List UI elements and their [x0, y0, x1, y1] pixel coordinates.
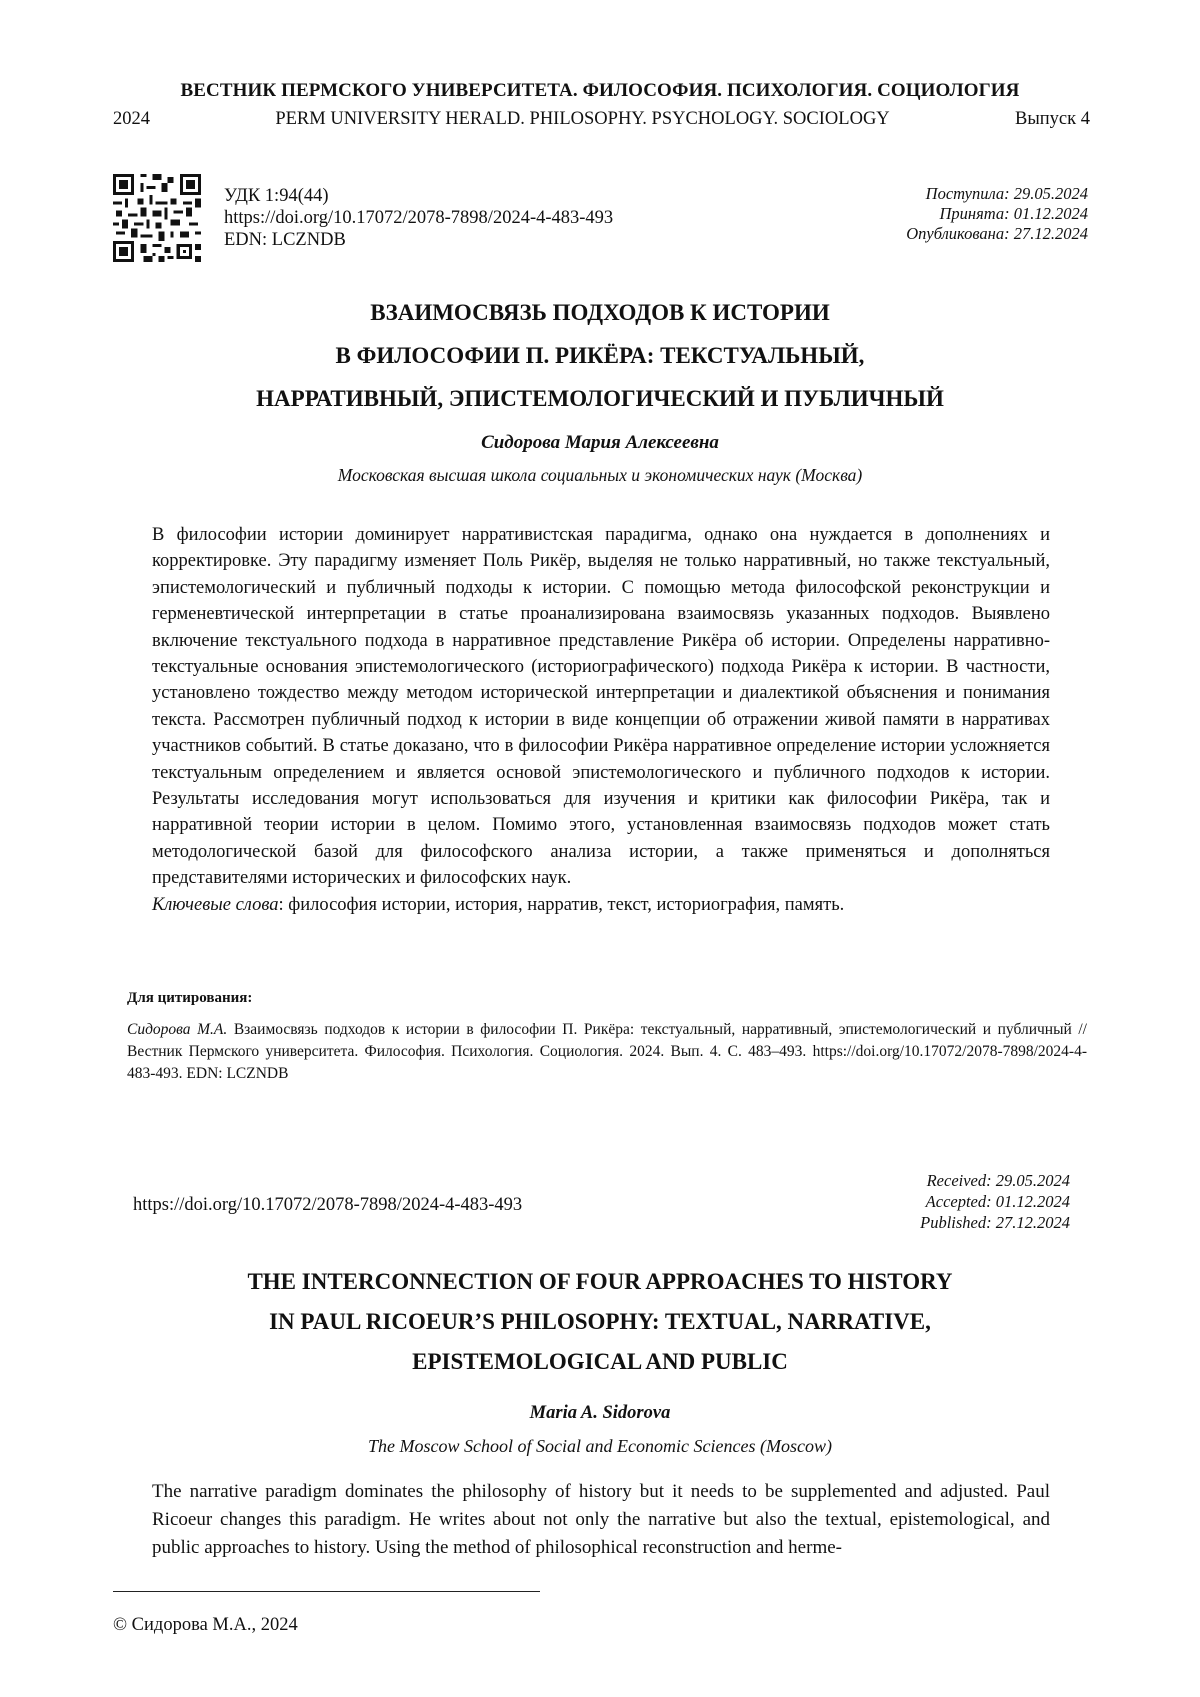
journal-issue: Выпуск 4 [1015, 109, 1090, 130]
title-en-line: THE INTERCONNECTION OF FOUR APPROACHES TO HISTORY [130, 1262, 1070, 1302]
article-title-ru [150, 291, 1050, 420]
journal-year: 2024 [113, 109, 150, 130]
article-title-en [130, 1262, 1070, 1382]
abstract-ru-text: В философии истории доминирует нарративистская парадигма, однако она нуждается в дополнениях и корректировке. Эту парадигму изменяет Поль Рикёр, выделяя не только нарративный, но также текстуальный, эпистемологический и публичный подходы к истории. С помощью метода философской реконструкции и герменевтической интерпретации в статье проанализирована взаимосвязь указанных подходов. Выявлено включение текстуального подхода в нарративное представление Рикёра об истории. Определены нарративно-текстуальные основания эпистемологического (историографического) подхода Рикёра к истории. В частности, установлено тождество между методом исторической интерпретации и диалектикой объяснения и понимания текста. Рассмотрен публичный подход к истории в виде концепции об отражении живой памяти в нарративах участников событий. В статье доказано, что в философии Рикёра нарративное определение истории усложняется текстуальным определением и является основой эпистемологического и публичного подходов к истории. Результаты исследования могут использоваться для изучения и критики как философии Рикёра, так и нарративной теории истории в целом. Помимо этого, установленная взаимосвязь подходов может стать методологической базой для философского анализа истории, а также применяться и дополняться представителями исторических и философских наук. [152, 525, 1050, 888]
keywords-list: : философия истории, история, нарратив, текст, историография, память. [279, 895, 845, 915]
qr-code-icon [113, 174, 201, 262]
citation-text [127, 1019, 1087, 1085]
keywords-label: Ключевые слова [152, 895, 279, 915]
citation-body: Взаимосвязь подходов к истории в философии П. Рикёра: текстуальный, нарративный, эпистемологический и публичный // Вестник Пермского университета. Философия. Психология. Социология. 2024. Вып. 4. С. 483–493. https://doi.org/10.17072/2078-7898/2024-4-483-493. EDN: LCZNDB [127, 1021, 1087, 1082]
citation-heading: Для цитирования: [127, 990, 252, 1007]
accepted-date-ru: Принята: 01.12.2024 [906, 204, 1088, 224]
title-ru-line: ВЗАИМОСВЯЗЬ ПОДХОДОВ К ИСТОРИИ [150, 291, 1050, 334]
abstract-en: The narrative paradigm dominates the philosophy of history but it needs to be supplemented and adjusted. Paul Ricoeur changes this paradigm. He writes about not only the narrative but also the textual, epistemological, and public approaches to history. Using the method of philosophical reconstruction and herme- [152, 1478, 1050, 1562]
udk-code: УДК 1:94(44) [224, 185, 613, 207]
journal-header-line [113, 109, 1090, 130]
doi-link-en[interactable]: https://doi.org/10.17072/2078-7898/2024-4-483-493 [133, 1195, 522, 1216]
dates-en [920, 1170, 1070, 1233]
author-en: Maria A. Sidorova [0, 1403, 1200, 1424]
citation-author: Сидорова М.А. [127, 1021, 227, 1038]
dates-ru [906, 184, 1088, 244]
journal-title-en: PERM UNIVERSITY HERALD. PHILOSOPHY. PSYCHOLOGY. SOCIOLOGY [275, 109, 889, 130]
article-meta [224, 185, 613, 251]
doi-link[interactable]: https://doi.org/10.17072/2078-7898/2024-4-483-493 [224, 207, 613, 229]
received-date-ru: Поступила: 29.05.2024 [906, 184, 1088, 204]
footnote-divider [113, 1591, 540, 1592]
edn-code: EDN: LCZNDB [224, 229, 613, 251]
title-en-line: EPISTEMOLOGICAL AND PUBLIC [130, 1342, 1070, 1382]
journal-title-ru: ВЕСТНИК ПЕРМСКОГО УНИВЕРСИТЕТА. ФИЛОСОФИЯ. ПСИХОЛОГИЯ. СОЦИОЛОГИЯ [0, 80, 1200, 102]
title-en-line: IN PAUL RICOEUR’S PHILOSOPHY: TEXTUAL, NARRATIVE, [130, 1302, 1070, 1342]
abstract-ru [152, 522, 1050, 918]
accepted-date-en: Accepted: 01.12.2024 [920, 1191, 1070, 1212]
published-date-ru: Опубликована: 27.12.2024 [906, 224, 1088, 244]
copyright-notice: © Сидорова М.А., 2024 [113, 1615, 298, 1636]
published-date-en: Published: 27.12.2024 [920, 1212, 1070, 1233]
affiliation-ru: Московская высшая школа социальных и экономических наук (Москва) [0, 465, 1200, 486]
title-ru-line: НАРРАТИВНЫЙ, ЭПИСТЕМОЛОГИЧЕСКИЙ И ПУБЛИЧНЫЙ [150, 377, 1050, 420]
affiliation-en: The Moscow School of Social and Economic Sciences (Moscow) [0, 1436, 1200, 1457]
received-date-en: Received: 29.05.2024 [920, 1170, 1070, 1191]
author-ru: Сидорова Мария Алексеевна [0, 432, 1200, 454]
title-ru-line: В ФИЛОСОФИИ П. РИКЁРА: ТЕКСТУАЛЬНЫЙ, [150, 334, 1050, 377]
